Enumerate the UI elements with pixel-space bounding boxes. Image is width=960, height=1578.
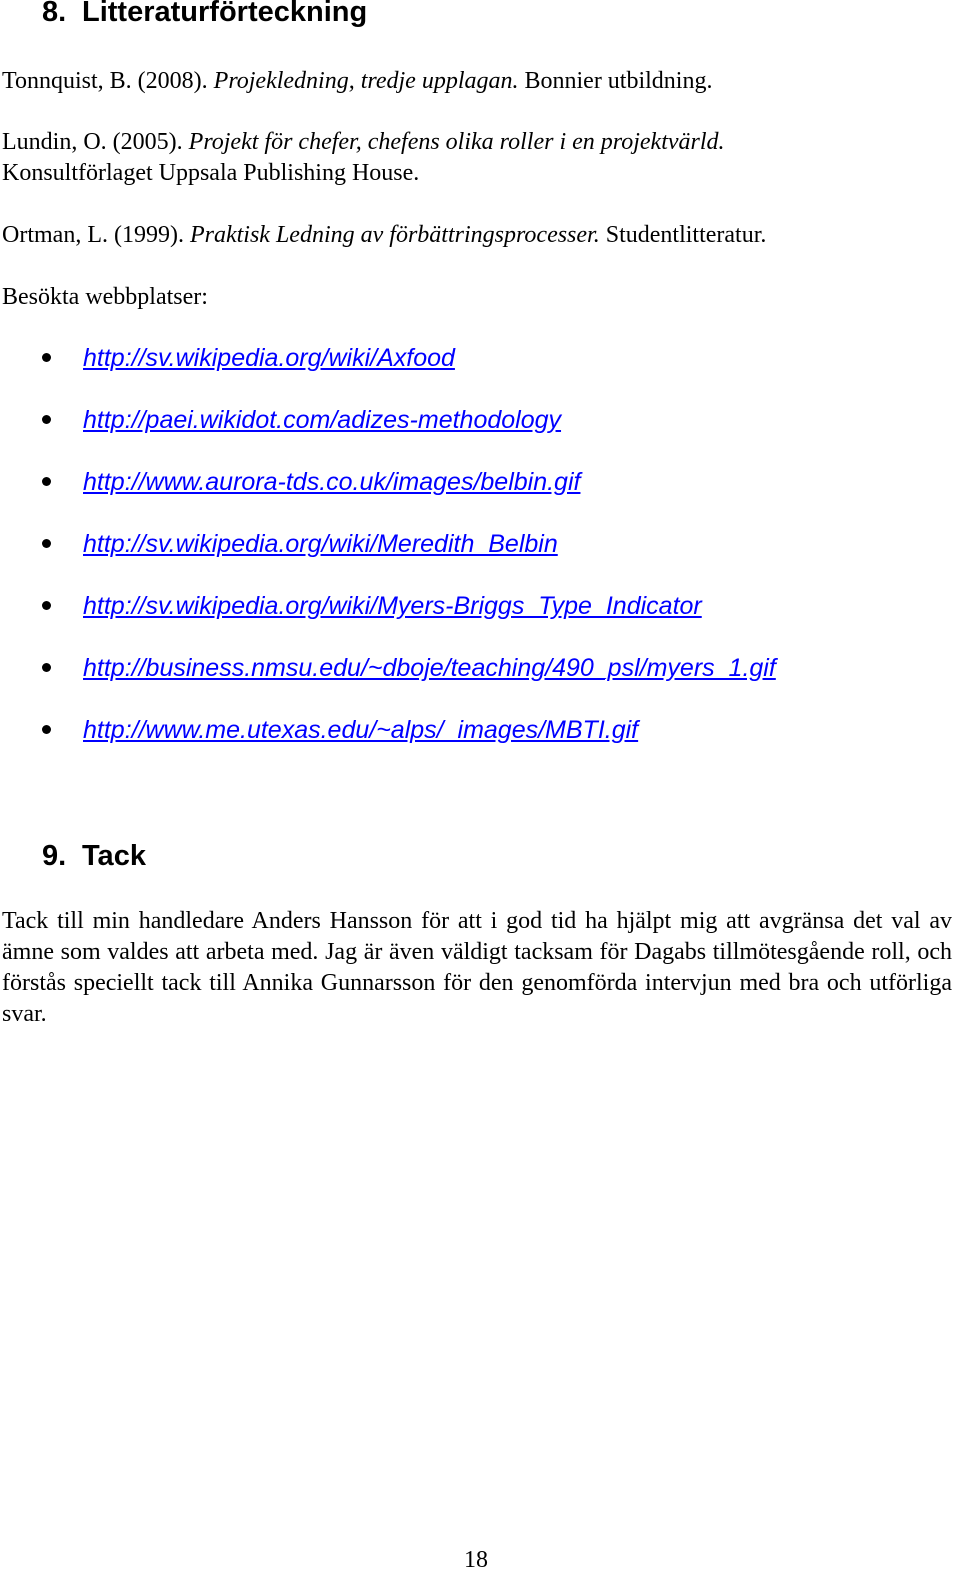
website-link[interactable]: http://www.me.utexas.edu/~alps/_images/MBTI.gif: [83, 716, 639, 744]
section-title: Tack: [82, 840, 146, 872]
reference-lundin: [2, 127, 725, 158]
website-link[interactable]: http://sv.wikipedia.org/wiki/Meredith_Belbin: [83, 530, 558, 558]
section-heading-tack: [42, 840, 146, 872]
section-number: 9.: [42, 840, 67, 872]
reference-ortman: [2, 220, 766, 251]
section-number: 8.: [42, 0, 67, 28]
reference-author-year: Tonnquist, B. (2008).: [2, 68, 214, 94]
reference-lundin-publisher: [2, 158, 419, 189]
website-link[interactable]: http://sv.wikipedia.org/wiki/Myers-Briggs_Type_Indicator: [83, 592, 702, 620]
bullet-icon: [42, 353, 51, 362]
reference-publisher: Bonnier utbildning.: [518, 68, 713, 94]
reference-title: Praktisk Ledning av förbättringsprocesser.: [189, 222, 600, 248]
bullet-icon: [42, 725, 51, 734]
reference-publisher: Studentlitteratur.: [599, 222, 767, 248]
bullet-icon: [42, 477, 51, 486]
reference-title: Projekt för chefer, chefens olika roller i en projektvärld.: [188, 129, 725, 155]
section-heading-litteraturforteckning: [42, 0, 367, 28]
website-link[interactable]: http://business.nmsu.edu/~dboje/teaching/490_psl/myers_1.gif: [83, 654, 776, 682]
bullet-icon: [42, 601, 51, 610]
bullet-icon: [42, 415, 51, 424]
website-link[interactable]: http://sv.wikipedia.org/wiki/Axfood: [83, 344, 455, 372]
reference-title: Projekledning, tredje upplagan.: [213, 68, 519, 94]
reference-author-year: Lundin, O. (2005).: [2, 129, 189, 155]
website-link[interactable]: http://www.aurora-tds.co.uk/images/belbin.gif: [83, 468, 581, 496]
section-title: Litteraturförteckning: [82, 0, 368, 28]
reference-tonnquist: [2, 66, 712, 97]
bullet-icon: [42, 663, 51, 672]
page-number: 18: [464, 1547, 488, 1573]
websites-label: Besökta webbplatser:: [2, 284, 208, 310]
bullet-icon: [42, 539, 51, 548]
reference-publisher: Konsultförlaget Uppsala Publishing House.: [2, 160, 420, 186]
reference-author-year: Ortman, L. (1999).: [2, 222, 190, 248]
website-link[interactable]: http://paei.wikidot.com/adizes-methodology: [83, 406, 562, 434]
acknowledgement-paragraph: Tack till min handledare Anders Hansson för att i god tid ha hjälpt mig att avgränsa det val av ämne som valdes att arbeta med. Jag är även väldigt tacksam för Dagabs tillmötesgående roll, och förstås speciellt tack till Annika Gunnarsson för den genomförda intervjun med bra och utförliga svar.: [2, 908, 952, 1027]
